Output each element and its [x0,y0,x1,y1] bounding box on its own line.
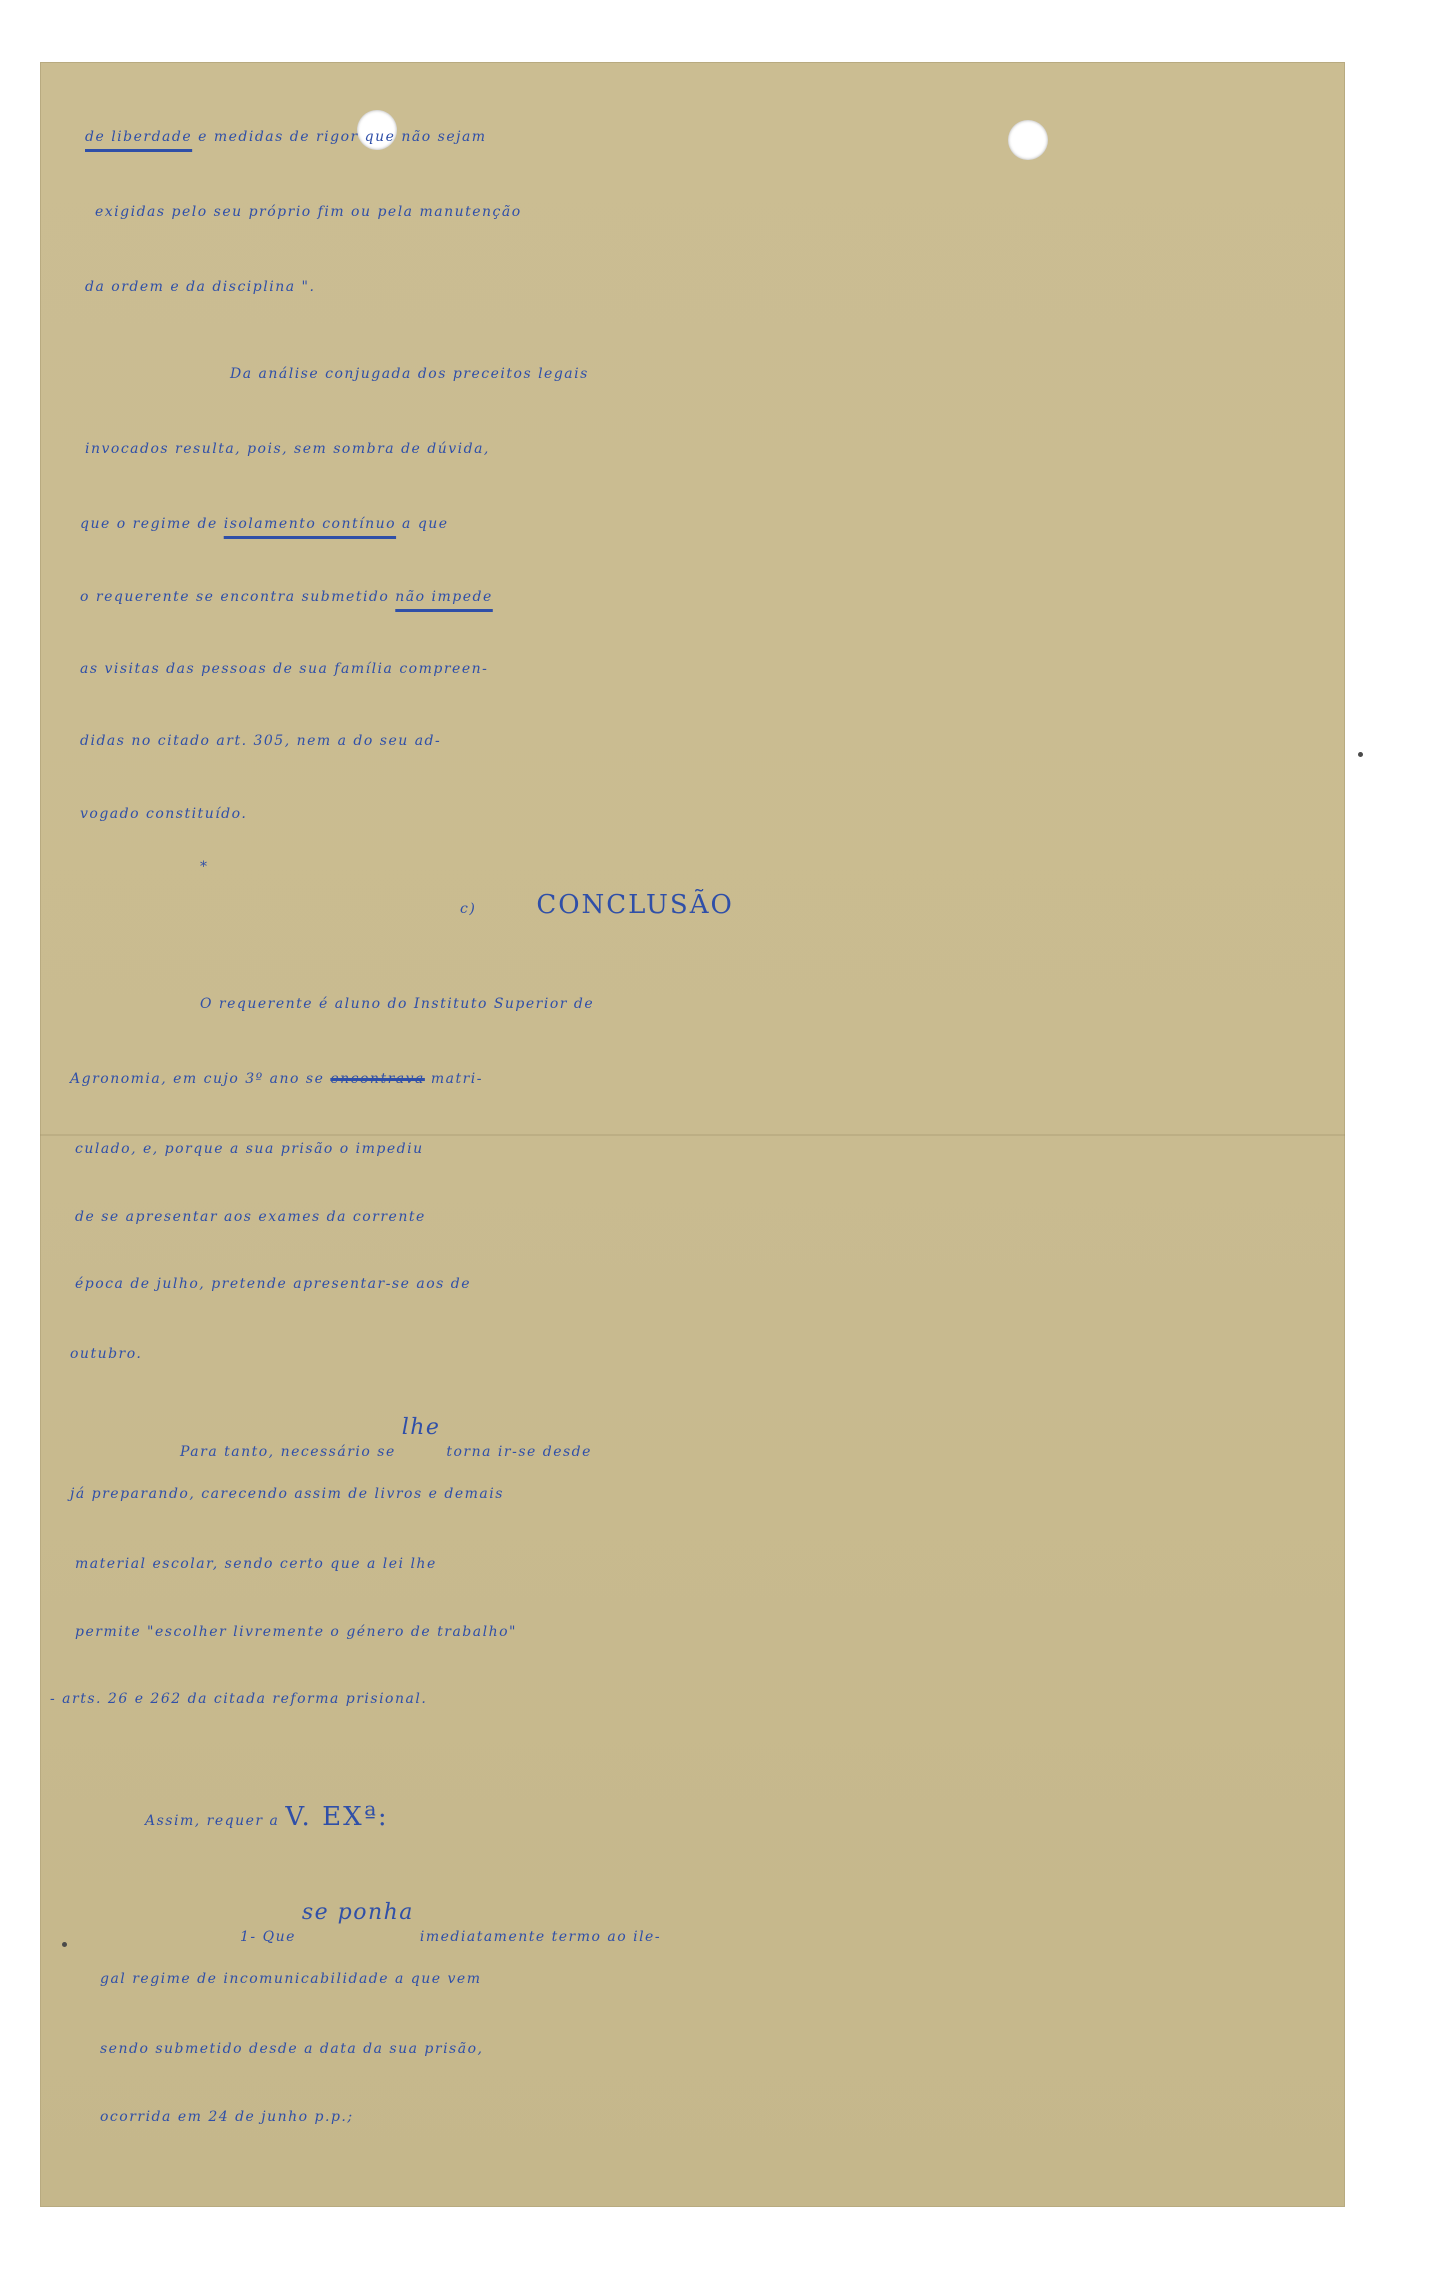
text-line-4: Da análise conjugada dos preceitos legais [230,366,589,382]
section-heading: c) CONCLUSÃO [460,890,734,920]
text-line-13: Agronomia, em cujo 3º ano se encontrava matri- [70,1071,483,1087]
text-line-18: Para tanto, necessário se lhe torna ir-se desde [180,1415,592,1460]
text-line-10: vogado constituído. [80,806,248,822]
text-line-24: 1- Que se ponha imediatamente termo ao ile- [240,1900,662,1945]
ink-speck [1358,752,1363,757]
text-line-17: outubro. [70,1346,143,1362]
text-line-8: as visitas das pessoas de sua família compreen- [80,661,489,677]
text-line-16: época de julho, pretende apresentar-se aos de [75,1276,472,1292]
text-line-2: exigidas pelo seu próprio fim ou pela manutenção [95,204,522,220]
text-line-3: da ordem e da disciplina ". [85,279,316,295]
asterisk-mark: * [200,859,209,875]
ink-speck [62,1942,67,1947]
text-line-15: de se apresentar aos exames da corrente [75,1209,426,1225]
text-line-26: sendo submetido desde a data da sua prisão, [100,2041,484,2057]
text-line-6: que o regime de isolamento contínuo a que [80,516,449,532]
text-line-20: material escolar, sendo certo que a lei lhe [75,1556,437,1572]
text-line-9: didas no citado art. 305, nem a do seu ad- [80,733,442,749]
text-line-5: invocados resulta, pois, sem sombra de dúvida, [85,441,490,457]
text-line-27: ocorrida em 24 de junho p.p.; [100,2109,354,2125]
text-line-1: de liberdade e medidas de rigor que não sejam [85,129,487,145]
text-line-19: já preparando, carecendo assim de livros e demais [70,1486,504,1502]
text-line-22: - arts. 26 e 262 da citada reforma prisional. [50,1691,428,1707]
text-line-21: permite "escolher livremente o género de trabalho" [75,1624,517,1640]
text-line-23: Assim, requer a V. EXª: [145,1802,389,1832]
document-page [40,62,1345,2207]
text-line-25: gal regime de incomunicabilidade a que vem [100,1971,482,1987]
text-line-12: O requerente é aluno do Instituto Superior de [200,996,595,1012]
text-line-14: culado, e, porque a sua prisão o impediu [75,1141,424,1157]
text-line-7: o requerente se encontra submetido não impede [80,589,493,605]
page-fold [40,1134,1345,1136]
